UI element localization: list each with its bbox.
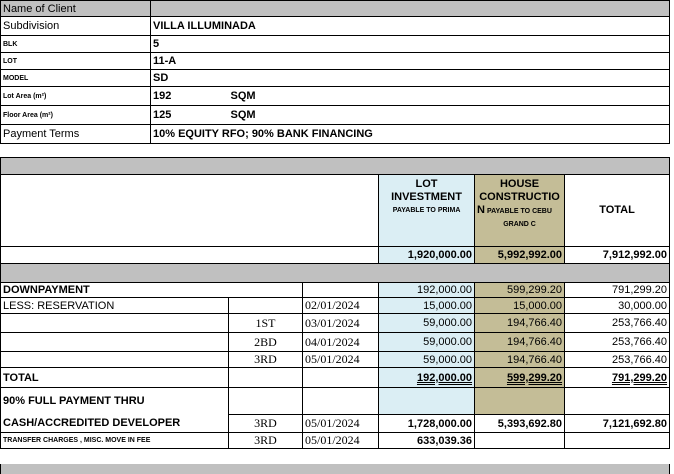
header-blank [1, 175, 379, 247]
client-field-value: 192 [151, 87, 229, 106]
installment-date: 03/01/2024 [303, 314, 379, 333]
downpayment-lot: 192,000.00 [379, 283, 475, 298]
reservation-lot: 15,000.00 [379, 298, 475, 314]
full-payment-label-line1: 90% FULL PAYMENT THRU [1, 388, 229, 415]
reservation-house: 15,000.00 [475, 298, 565, 314]
full-payment-term: 3RD [229, 415, 303, 433]
client-field-label: Lot Area (m²) [1, 87, 151, 106]
lot-investment-header [379, 175, 475, 247]
installment-lot: 59,000.00 [379, 352, 475, 368]
installment-row [1, 333, 670, 352]
separator-band-1 [0, 157, 670, 174]
client-field-value: 125 [151, 106, 229, 125]
installment-total: 253,766.40 [565, 314, 670, 333]
client-field-value: 5 [151, 36, 229, 53]
client-field-label: Payment Terms [1, 125, 151, 144]
transfer-label: TRANSFER CHARGES , MISC. MOVE IN FEE [1, 433, 229, 449]
total-lot: 192,000.00 [416, 371, 473, 384]
downpayment-total: 791,299.20 [565, 283, 670, 298]
house-header-line3 [477, 204, 562, 218]
client-field-unit [229, 70, 670, 87]
installment-lot: 59,000.00 [379, 333, 475, 352]
client-field-value: 11-A [151, 53, 229, 70]
house-construction-header [475, 175, 565, 247]
house-header-sub2: GRAND C [503, 221, 536, 228]
reservation-label: LESS: RESERVATION [1, 298, 229, 314]
installment-term: 2BD [229, 333, 303, 352]
total-term [229, 368, 303, 388]
transfer-blank-2 [565, 433, 670, 449]
full-payment-label-line2: CASH/ACCREDITED DEVELOPER [1, 415, 229, 433]
price-table [0, 174, 670, 449]
client-field-unit [229, 36, 670, 53]
installment-date: 05/01/2024 [303, 352, 379, 368]
lot-price: 1,920,000.00 [379, 247, 475, 264]
total-label: TOTAL [1, 368, 229, 388]
client-field-label: Floor Area (m²) [1, 106, 151, 125]
total-house: 599,299.20 [506, 371, 563, 384]
installment-total: 253,766.40 [565, 352, 670, 368]
full-payment-lot: 1,728,000.00 [379, 415, 475, 433]
installment-lot: 59,000.00 [379, 314, 475, 333]
installment-term: 3RD [229, 352, 303, 368]
installment-blank [1, 333, 229, 352]
house-header-prefix: N [477, 204, 485, 216]
installment-blank [1, 314, 229, 333]
downpayment-house: 599,299.20 [475, 283, 565, 298]
separator-band-2 [1, 264, 670, 283]
installment-house: 194,766.40 [475, 314, 565, 333]
full-payment-date: 05/01/2024 [303, 415, 379, 433]
client-field-value: VILLA ILLUMINADA [151, 17, 670, 36]
client-field-unit: SQM [229, 106, 670, 125]
installment-date: 04/01/2024 [303, 333, 379, 352]
reservation-total: 30,000.00 [565, 298, 670, 314]
bottom-band [0, 464, 670, 474]
client-field-label: Subdivision [1, 17, 151, 36]
client-field-unit [229, 53, 670, 70]
client-field-unit: SQM [229, 87, 670, 106]
downpayment-date [303, 283, 379, 298]
lot-header-sub: PAYABLE TO PRIMA [392, 207, 461, 214]
fp-blank-2 [303, 388, 379, 415]
reservation-term [229, 298, 303, 314]
transfer-term: 3RD [229, 433, 303, 449]
full-payment-total: 7,121,692.80 [565, 415, 670, 433]
transfer-blank-1 [475, 433, 565, 449]
client-field-value: SD [151, 70, 229, 87]
lot-header-line1: LOT [415, 178, 438, 190]
fp-blank-1 [229, 388, 303, 415]
house-header-line1: HOUSE [499, 178, 540, 190]
client-field-value: 10% EQUITY RFO; 90% BANK FINANCING [151, 125, 670, 144]
installment-row [1, 352, 670, 368]
prices-blank [1, 247, 379, 264]
total-total: 791,299.20 [611, 371, 668, 384]
full-payment-house: 5,393,692.80 [475, 415, 565, 433]
fp-blank-4 [475, 388, 565, 415]
client-field-label: BLK [1, 36, 151, 53]
client-info-table [0, 0, 670, 144]
lot-header-line2: INVESTMENT [391, 191, 462, 203]
client-field-label: MODEL [1, 70, 151, 87]
fp-blank-5 [565, 388, 670, 415]
client-field-label: LOT [1, 53, 151, 70]
house-price: 5,992,992.00 [475, 247, 565, 264]
fp-blank-3 [379, 388, 475, 415]
installment-house: 194,766.40 [475, 352, 565, 368]
installment-blank [1, 352, 229, 368]
client-field-value [151, 1, 670, 17]
transfer-lot: 633,039.36 [379, 433, 475, 449]
installment-term: 1ST [229, 314, 303, 333]
installment-house: 194,766.40 [475, 333, 565, 352]
house-header-line2: CONSTRUCTIO [479, 191, 560, 203]
house-header-sub1: PAYABLE TO CEBU [486, 208, 552, 215]
downpayment-label: DOWNPAYMENT [1, 283, 303, 298]
total-header: TOTAL [565, 175, 670, 247]
total-date [303, 368, 379, 388]
client-field-label: Name of Client [1, 1, 151, 17]
installment-row [1, 314, 670, 333]
transfer-date: 05/01/2024 [303, 433, 379, 449]
total-price: 7,912,992.00 [565, 247, 670, 264]
installment-total: 253,766.40 [565, 333, 670, 352]
reservation-date: 02/01/2024 [303, 298, 379, 314]
